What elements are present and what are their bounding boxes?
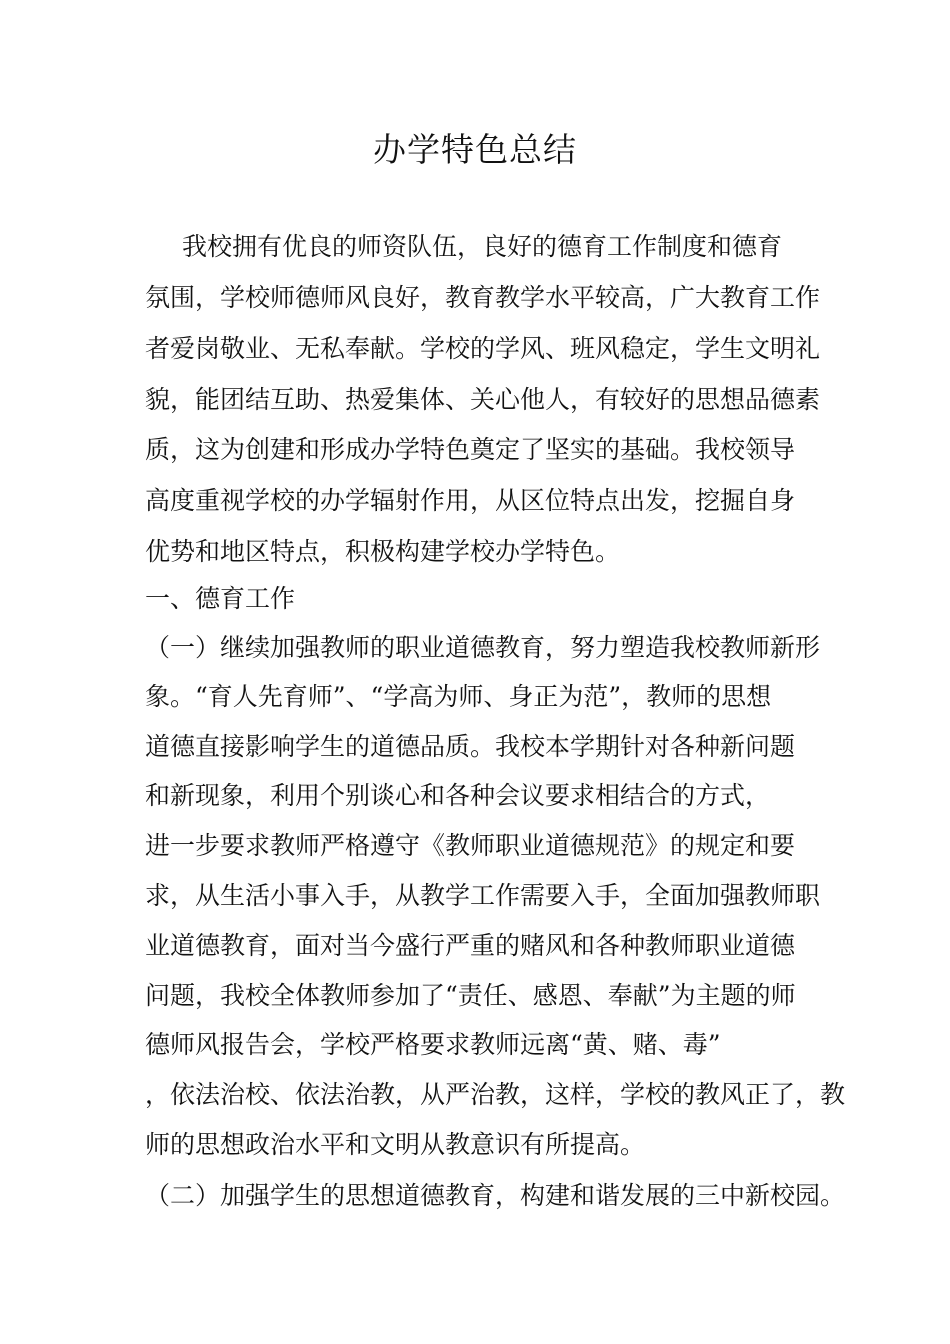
paragraph-line: 优势和地区特点，积极构建学校办学特色。 [145, 537, 621, 566]
paragraph-line: 貌，能团结互助、热爱集体、关心他人，有较好的思想品德素 [145, 385, 821, 414]
paragraph-line: 道德直接影响学生的道德品质。我校本学期针对各种新问题 [145, 732, 796, 761]
paragraph-line: 高度重视学校的办学辐射作用，从区位特点出发，挖掘自身 [145, 486, 796, 515]
paragraph-line: 业道德教育，面对当今盛行严重的赌风和各种教师职业道德 [145, 931, 796, 960]
subsection-line: （一）继续加强教师的职业道德教育，努力塑造我校教师新形 [145, 633, 821, 662]
paragraph-line: 和新现象，利用个别谈心和各种会议要求相结合的方式， [145, 781, 771, 810]
paragraph-line: 问题，我校全体教师参加了“责任、感恩、奉献”为主题的师 [145, 981, 796, 1010]
paragraph-line: ，依法治校、依法治教，从严治教，这样，学校的教风正了，教 [145, 1080, 846, 1109]
paragraph-line: 象。“育人先育师”、“学高为师、身正为范”，教师的思想 [145, 682, 772, 711]
paragraph-line: 师的思想政治水平和文明从教意识有所提高。 [145, 1130, 646, 1159]
document-title: 办学特色总结 [373, 130, 577, 169]
paragraph-line: 求，从生活小事入手，从教学工作需要入手，全面加强教师职 [145, 881, 821, 910]
subsection-line: （二）加强学生的思想道德教育，构建和谐发展的三中新校园。 [145, 1181, 846, 1210]
paragraph-line: 氛围，学校师德师风良好，教育教学水平较高，广大教育工作 [145, 283, 821, 312]
paragraph-line: 者爱岗敬业、无私奉献。学校的学风、班风稳定，学生文明礼 [145, 334, 821, 363]
paragraph-line: 进一步要求教师严格遵守《教师职业道德规范》的规定和要 [145, 831, 796, 860]
section-heading: 一、德育工作 [145, 584, 296, 613]
paragraph-line: 我校拥有优良的师资队伍，良好的德育工作制度和德育 [182, 232, 783, 261]
paragraph-line: 质，这为创建和形成办学特色奠定了坚实的基础。我校领导 [145, 435, 796, 464]
paragraph-line: 德师风报告会，学校严格要求教师远离“黄、赌、毒” [145, 1030, 721, 1059]
